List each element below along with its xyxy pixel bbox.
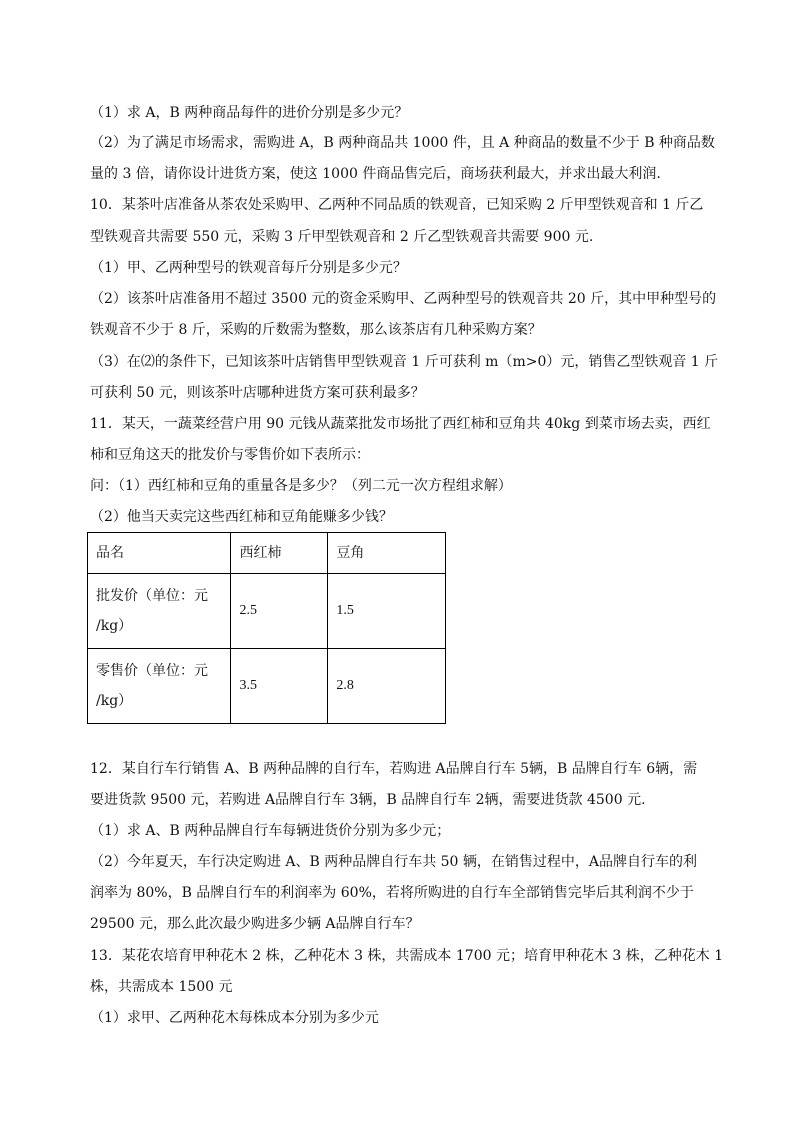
question-13-part-1: （1）求甲、乙两种花木每株成本分别为多少元 — [90, 1010, 379, 1026]
table-row-wholesale — [88, 574, 446, 649]
question-12-part-2-line-1: （2）今年夏天，车行决定购进 A、B 两种品牌自行车共 50 辆，在销售过程中，A品牌自行车的利 — [90, 854, 698, 870]
table-cell-label-unit: /kg） — [96, 693, 133, 709]
question-12-part-1: （1）求 A、B 两种品牌自行车每辆进货价分别为多少元； — [90, 823, 451, 839]
question-10-part-2-line-2: 铁观音不少于 8 斤，采购的斤数需为整数，那么该茶店有几种采购方案？ — [90, 322, 542, 338]
text-line-1: （1）求 A，B 两种商品每件的进价分别是多少元？ — [90, 105, 409, 121]
table-cell-value: 2.5 — [231, 574, 328, 649]
table-cell-value: 3.5 — [231, 649, 328, 724]
table-row-retail — [88, 649, 446, 724]
question-11-line-1: 11．某天，一蔬菜经营户用 90 元钱从蔬菜批发市场批了西红柿和豆角共 40kg 到菜市场去卖，西红 — [90, 416, 711, 432]
question-10-line-2: 型铁观音共需要 550 元，采购 3 斤甲型铁观音和 2 斤乙型铁观音共需要 900 元. — [90, 229, 594, 245]
table-cell-label-text: 零售价（单位：元 — [96, 663, 208, 679]
question-10-line-1: 10．某茶叶店准备从茶农处采购甲、乙两种不同品质的铁观音，已知采购 2 斤甲型铁观音和 1 斤乙 — [90, 197, 704, 213]
question-10-part-1: （1）甲、乙两种型号的铁观音每斤分别是多少元？ — [90, 260, 407, 276]
question-11-part-1: 问：（1）西红柿和豆角的重量各是多少？（列二元一次方程组求解） — [90, 478, 512, 494]
table-cell-label — [88, 649, 231, 724]
table-header-name: 品名 — [88, 533, 231, 574]
table-cell-value: 2.8 — [328, 649, 446, 724]
table-header-bean: 豆角 — [328, 533, 446, 574]
table-cell-value: 1.5 — [328, 574, 446, 649]
question-12-line-2: 要进货款 9500 元，若购进 A品牌自行车 3辆，B 品牌自行车 2辆，需要进货款 4500 元. — [90, 792, 646, 808]
table-cell-label-unit: /kg） — [96, 618, 133, 634]
table-header-tomato: 西红柿 — [231, 533, 328, 574]
table-header-row — [88, 533, 446, 574]
question-13-line-2: 株，共需成本 1500 元 — [90, 979, 233, 995]
text-line-2: （2）为了满足市场需求，需购进 A，B 两种商品共 1000 件，且 A 种商品的数量不少于 B 种商品数 — [90, 135, 715, 151]
question-10-part-2-line-1: （2）该茶叶店准备用不超过 3500 元的资金采购甲、乙两种型号的铁观音共 20 斤，其中甲种型号的 — [90, 291, 717, 307]
question-12-part-2-line-3: 29500 元，那么此次最少购进多少辆 A品牌自行车？ — [90, 916, 420, 932]
question-10-part-3-line-2: 可获利 50 元，则该茶叶店哪种进货方案可获利最多？ — [90, 385, 425, 401]
question-13-line-1: 13．某花农培育甲种花木 2 株，乙种花木 3 株，共需成本 1700 元；培育甲种花木 3 株，乙种花木 1 — [90, 948, 724, 964]
question-11-part-2: （2）他当天卖完这些西红柿和豆角能赚多少钱？ — [90, 509, 393, 525]
price-table — [87, 532, 446, 724]
table-cell-label-text: 批发价（单位：元 — [96, 588, 208, 604]
question-11-line-2: 柿和豆角这天的批发价与零售价如下表所示： — [90, 447, 370, 463]
question-12-line-1: 12．某自行车行销售 A、B 两种品牌的自行车，若购进 A品牌自行车 5辆，B 品牌自行车 6辆，需 — [90, 761, 698, 777]
question-10-part-3-line-1: （3）在⑵的条件下，已知该茶叶店销售甲型铁观音 1 斤可获利 m（m>0）元，销售乙型铁观音 1 斤 — [90, 354, 719, 370]
table-cell-label — [88, 574, 231, 649]
text-line-3: 量的 3 倍，请你设计进货方案，使这 1000 件商品售完后，商场获利最大，并求出最大利润. — [90, 166, 661, 182]
question-12-part-2-line-2: 润率为 80%，B 品牌自行车的利润率为 60%，若将所购进的自行车全部销售完毕后其利润不少于 — [90, 885, 694, 901]
